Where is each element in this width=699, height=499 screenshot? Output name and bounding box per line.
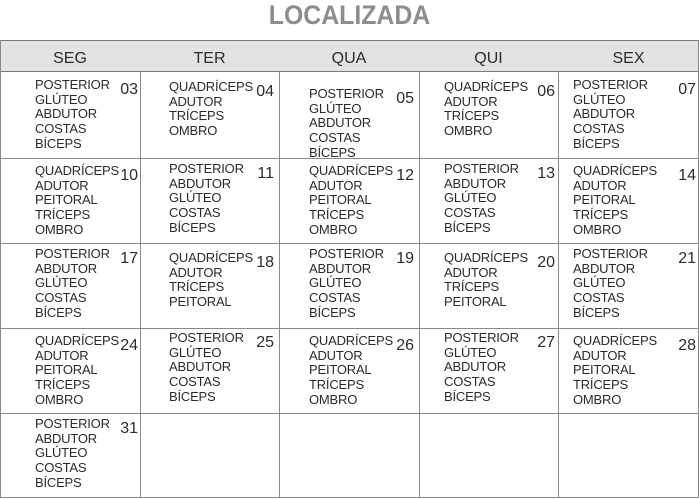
exercise-item: BÍCEPS [309, 144, 356, 158]
exercise-item: POSTERIOR [169, 161, 244, 176]
exercise-item: PEITORAL [35, 362, 98, 378]
exercise-item: OMBRO [35, 221, 84, 237]
exercise-item: OMBRO [35, 391, 84, 407]
exercise-list [309, 334, 393, 408]
calendar-cell [558, 328, 699, 413]
day-number: 04 [256, 83, 274, 100]
exercise-item: GLÚTEO [35, 445, 88, 461]
exercise-item: POSTERIOR [35, 77, 110, 92]
exercise-item: POSTERIOR [309, 246, 384, 261]
exercise-list [35, 334, 119, 408]
column-divider [140, 72, 141, 498]
day-number: 25 [256, 334, 274, 351]
exercise-item: QUADRÍCEPS [309, 163, 393, 178]
exercise-item: ADUTOR [309, 177, 363, 193]
calendar-cell [0, 243, 140, 328]
exercise-item: GLÚTEO [169, 190, 222, 206]
row-divider [0, 243, 699, 244]
exercise-item: ABDUTOR [573, 260, 635, 276]
exercise-item: OMBRO [169, 123, 218, 139]
exercise-item: QUADRÍCEPS [169, 79, 253, 94]
calendar-cell [140, 243, 279, 328]
day-number: 11 [257, 165, 274, 182]
day-number: 26 [396, 337, 414, 354]
day-number: 31 [120, 420, 138, 437]
exercise-item: COSTAS [169, 205, 221, 221]
exercise-list [35, 417, 110, 491]
day-number: 06 [537, 83, 555, 100]
day-number: 03 [120, 81, 138, 98]
exercise-item: BÍCEPS [444, 219, 491, 235]
exercise-item: GLÚTEO [309, 275, 362, 291]
exercise-item: TRÍCEPS [573, 377, 628, 393]
exercise-list [444, 80, 528, 139]
exercise-item: ADUTOR [573, 177, 627, 193]
calendar-cell [0, 328, 140, 413]
exercise-item: ABDUTOR [169, 359, 231, 375]
exercise-item: TRÍCEPS [309, 377, 364, 393]
calendar-cell [419, 328, 558, 413]
exercise-item: PEITORAL [169, 294, 232, 310]
exercise-item: GLÚTEO [169, 344, 222, 360]
day-number: 13 [537, 165, 555, 182]
exercise-list [444, 162, 519, 236]
calendar-cell [419, 158, 558, 243]
exercise-list [35, 78, 110, 152]
exercise-item: OMBRO [309, 221, 358, 237]
exercise-item: OMBRO [573, 221, 622, 237]
day-number: 24 [120, 337, 138, 354]
day-number: 19 [396, 250, 414, 267]
exercise-item: BÍCEPS [309, 304, 356, 320]
exercise-item: COSTAS [35, 290, 87, 306]
exercise-item: PEITORAL [35, 192, 98, 208]
weekday-qui: QUI [474, 50, 503, 67]
exercise-item: POSTERIOR [35, 246, 110, 261]
exercise-item: QUADRÍCEPS [573, 333, 657, 348]
calendar-cell [279, 328, 419, 413]
exercise-item: BÍCEPS [35, 304, 82, 320]
calendar-cell [419, 72, 558, 158]
exercise-item: COSTAS [35, 121, 87, 137]
exercise-item: GLÚTEO [444, 190, 497, 206]
exercise-item: ABDUTOR [35, 106, 97, 122]
exercise-item: QUADRÍCEPS [35, 163, 119, 178]
exercise-item: QUADRÍCEPS [35, 333, 119, 348]
calendar-cell [140, 158, 279, 243]
exercise-item: QUADRÍCEPS [169, 250, 253, 265]
exercise-item: POSTERIOR [573, 77, 648, 92]
exercise-item: ADUTOR [573, 347, 627, 363]
exercise-item: ABDUTOR [35, 430, 97, 446]
exercise-item: TRÍCEPS [169, 279, 224, 295]
exercise-item: COSTAS [444, 374, 496, 390]
calendar-cell [558, 243, 699, 328]
exercise-item: POSTERIOR [35, 416, 110, 431]
exercise-list [573, 247, 648, 321]
exercise-item: QUADRÍCEPS [444, 79, 528, 94]
exercise-item: ABDUTOR [309, 115, 371, 131]
exercise-item: QUADRÍCEPS [573, 163, 657, 178]
exercise-item: TRÍCEPS [309, 207, 364, 223]
day-number: 21 [678, 250, 696, 267]
exercise-item: PEITORAL [444, 294, 507, 310]
exercise-item: COSTAS [573, 290, 625, 306]
calendar-cell [0, 413, 140, 498]
calendar-cell [558, 158, 699, 243]
calendar-cell [279, 243, 419, 328]
exercise-item: COSTAS [309, 290, 361, 306]
calendar-cell [279, 72, 419, 158]
exercise-item: PEITORAL [573, 192, 636, 208]
exercise-item: ABDUTOR [573, 106, 635, 122]
exercise-item: PEITORAL [309, 192, 372, 208]
exercise-item: PEITORAL [573, 362, 636, 378]
exercise-item: POSTERIOR [444, 161, 519, 176]
column-divider [279, 72, 280, 498]
exercise-item: POSTERIOR [169, 330, 244, 345]
exercise-item: ADUTOR [444, 93, 498, 109]
exercise-item: BÍCEPS [169, 388, 216, 404]
calendar-cell [558, 413, 699, 498]
exercise-list [169, 162, 244, 236]
exercise-item: ADUTOR [169, 93, 223, 109]
exercise-item: ABDUTOR [309, 260, 371, 276]
row-divider [0, 413, 699, 414]
column-divider [419, 72, 420, 498]
exercise-item: QUADRÍCEPS [444, 250, 528, 265]
calendar-cell [0, 72, 140, 158]
exercise-item: GLÚTEO [35, 91, 88, 107]
day-number: 12 [396, 167, 414, 184]
weekday-seg: SEG [53, 50, 87, 67]
weekday-qua: QUA [331, 50, 367, 67]
calendar-cell [419, 413, 558, 498]
exercise-item: OMBRO [444, 123, 493, 139]
exercise-list [309, 247, 384, 321]
calendar-cell [140, 413, 279, 498]
calendar-cell [279, 158, 419, 243]
exercise-item: TRÍCEPS [573, 207, 628, 223]
exercise-item: GLÚTEO [573, 275, 626, 291]
exercise-list [573, 78, 648, 152]
calendar-cell [140, 328, 279, 413]
exercise-item: ABDUTOR [444, 175, 506, 191]
exercise-item: BÍCEPS [169, 219, 216, 235]
column-divider [558, 72, 559, 498]
calendar-cell [140, 72, 279, 158]
exercise-item: GLÚTEO [35, 275, 88, 291]
row-divider [0, 328, 699, 329]
day-number: 17 [120, 250, 138, 267]
exercise-item: TRÍCEPS [35, 207, 90, 223]
exercise-item: TRÍCEPS [169, 108, 224, 124]
calendar-cell [279, 413, 419, 498]
exercise-list [444, 251, 528, 310]
exercise-item: TRÍCEPS [35, 377, 90, 393]
exercise-item: GLÚTEO [309, 100, 362, 116]
exercise-item: OMBRO [573, 391, 622, 407]
exercise-item: COSTAS [309, 130, 361, 146]
exercise-item: BÍCEPS [573, 135, 620, 151]
exercise-item: ADUTOR [35, 347, 89, 363]
day-number: 28 [678, 337, 696, 354]
day-number: 05 [396, 90, 414, 107]
exercise-item: PEITORAL [309, 362, 372, 378]
exercise-item: COSTAS [444, 205, 496, 221]
exercise-item: COSTAS [35, 460, 87, 476]
exercise-list [169, 251, 253, 310]
exercise-item: ADUTOR [444, 264, 498, 280]
exercise-item: BÍCEPS [35, 135, 82, 151]
calendar-cell [0, 158, 140, 243]
exercise-item: ABDUTOR [169, 175, 231, 191]
exercise-item: COSTAS [573, 121, 625, 137]
exercise-list [309, 164, 393, 238]
weekday-ter: TER [193, 50, 226, 67]
exercise-list [169, 80, 253, 139]
day-number: 14 [678, 167, 696, 184]
exercise-item: ADUTOR [169, 264, 223, 280]
exercise-item: POSTERIOR [444, 330, 519, 345]
exercise-item: POSTERIOR [573, 246, 648, 261]
exercise-item: COSTAS [169, 374, 221, 390]
exercise-list [35, 247, 110, 321]
day-number: 10 [120, 167, 138, 184]
exercise-item: TRÍCEPS [444, 108, 499, 124]
weekday-header [0, 40, 699, 72]
day-number: 27 [537, 334, 555, 351]
column-divider [0, 40, 1, 498]
exercise-list [309, 87, 384, 158]
exercise-list [35, 164, 119, 238]
calendar-cell [558, 72, 699, 158]
exercise-item: OMBRO [309, 391, 358, 407]
exercise-item: GLÚTEO [444, 344, 497, 360]
exercise-list [444, 331, 519, 405]
page-title: LOCALIZADA [268, 0, 431, 30]
exercise-item: BÍCEPS [444, 388, 491, 404]
day-number: 20 [537, 254, 555, 271]
exercise-item: ABDUTOR [444, 359, 506, 375]
exercise-item: ADUTOR [35, 177, 89, 193]
exercise-item: POSTERIOR [309, 86, 384, 101]
exercise-item: BÍCEPS [573, 304, 620, 320]
exercise-item: ADUTOR [309, 347, 363, 363]
weekday-sex: SEX [612, 50, 645, 67]
calendar-cell [419, 243, 558, 328]
day-number: 07 [678, 81, 696, 98]
row-divider [0, 497, 699, 498]
exercise-item: QUADRÍCEPS [309, 333, 393, 348]
row-divider [0, 158, 699, 159]
exercise-list [573, 334, 657, 408]
day-number: 18 [256, 254, 274, 271]
exercise-list [573, 164, 657, 238]
exercise-list [169, 331, 244, 405]
exercise-item: ABDUTOR [35, 260, 97, 276]
exercise-item: TRÍCEPS [444, 279, 499, 295]
exercise-item: GLÚTEO [573, 91, 626, 107]
exercise-item: BÍCEPS [35, 474, 82, 490]
